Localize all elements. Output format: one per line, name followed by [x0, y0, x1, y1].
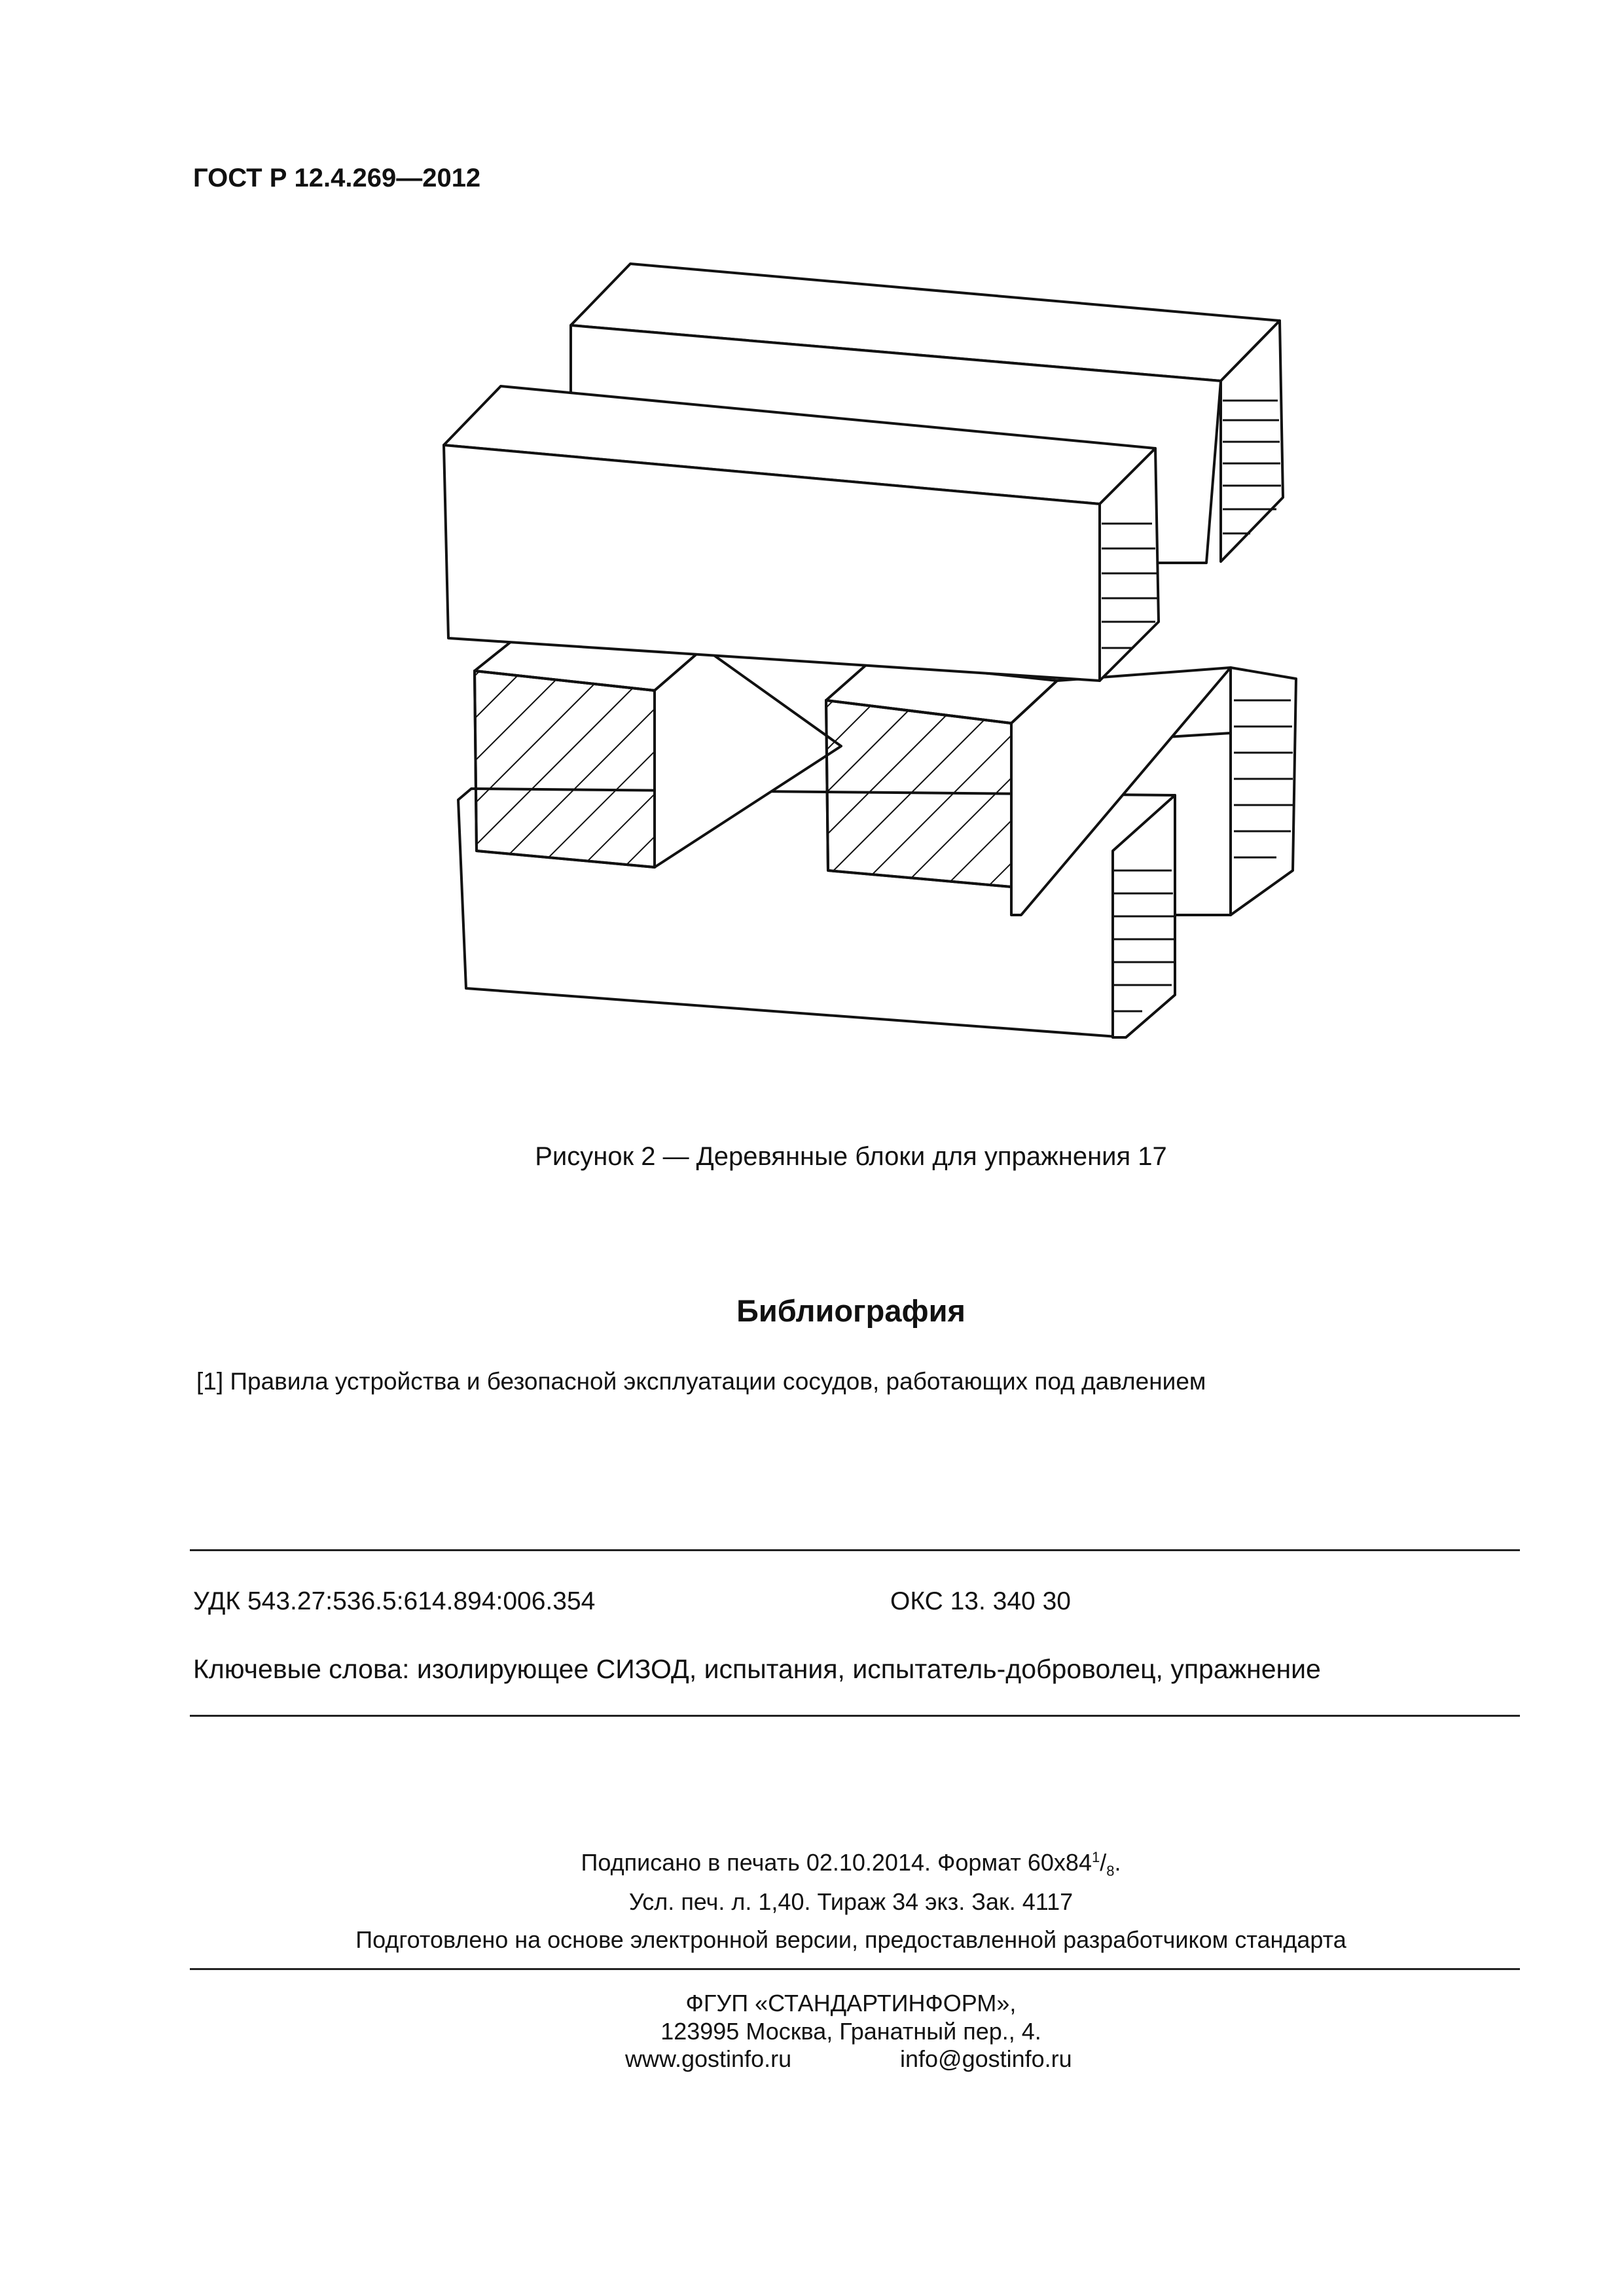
wooden-blocks-figure [432, 249, 1309, 1080]
signed-text: Подписано в печать 02.10.2014. Формат 60х84 [581, 1849, 1092, 1876]
divider-bottom [190, 1968, 1520, 1970]
format-sup: 1 [1091, 1849, 1100, 1865]
right-middle-block [1231, 668, 1296, 915]
prepared-note: Подготовлено на основе электронной версии, предоставленной разработчиком стандарта [355, 1926, 1346, 1953]
keywords: Ключевые слова: изолирующее СИЗОД, испытания, испытатель-доброволец, упражнение [193, 1654, 1321, 1684]
format-sub: 8 [1106, 1863, 1115, 1880]
print-sheets: Усл. печ. л. 1,40. Тираж 34 экз. Зак. 4117 [628, 1888, 1074, 1915]
email-link[interactable]: info@gostinfo.ru [900, 2045, 1072, 2072]
divider-middle [190, 1715, 1520, 1717]
signed-suffix: . [1114, 1849, 1121, 1876]
bibliography-title: Библиография [736, 1293, 965, 1328]
website-link[interactable]: www.gostinfo.ru [625, 2045, 792, 2072]
publisher-name: ФГУП «СТАНДАРТИНФОРМ», [685, 1990, 1017, 2017]
divider-top [190, 1549, 1520, 1551]
publisher-address: 123995 Москва, Гранатный пер., 4. [660, 2018, 1041, 2045]
document-header: ГОСТ Р 12.4.269—2012 [193, 164, 481, 192]
figure-caption: Рисунок 2 — Деревянные блоки для упражнения 17 [535, 1142, 1167, 1171]
udk-code: УДК 543.27:536.5:614.894:006.354 [193, 1587, 596, 1615]
signed-line: Подписано в печать 02.10.2014. Формат $60х84^1/_8$. [581, 1849, 1121, 1880]
bibliography-item: [1] Правила устройства и безопасной эксплуатации сосудов, работающих под давлением [196, 1368, 1206, 1395]
oks-code: ОКС 13. 340 30 [890, 1587, 1071, 1615]
